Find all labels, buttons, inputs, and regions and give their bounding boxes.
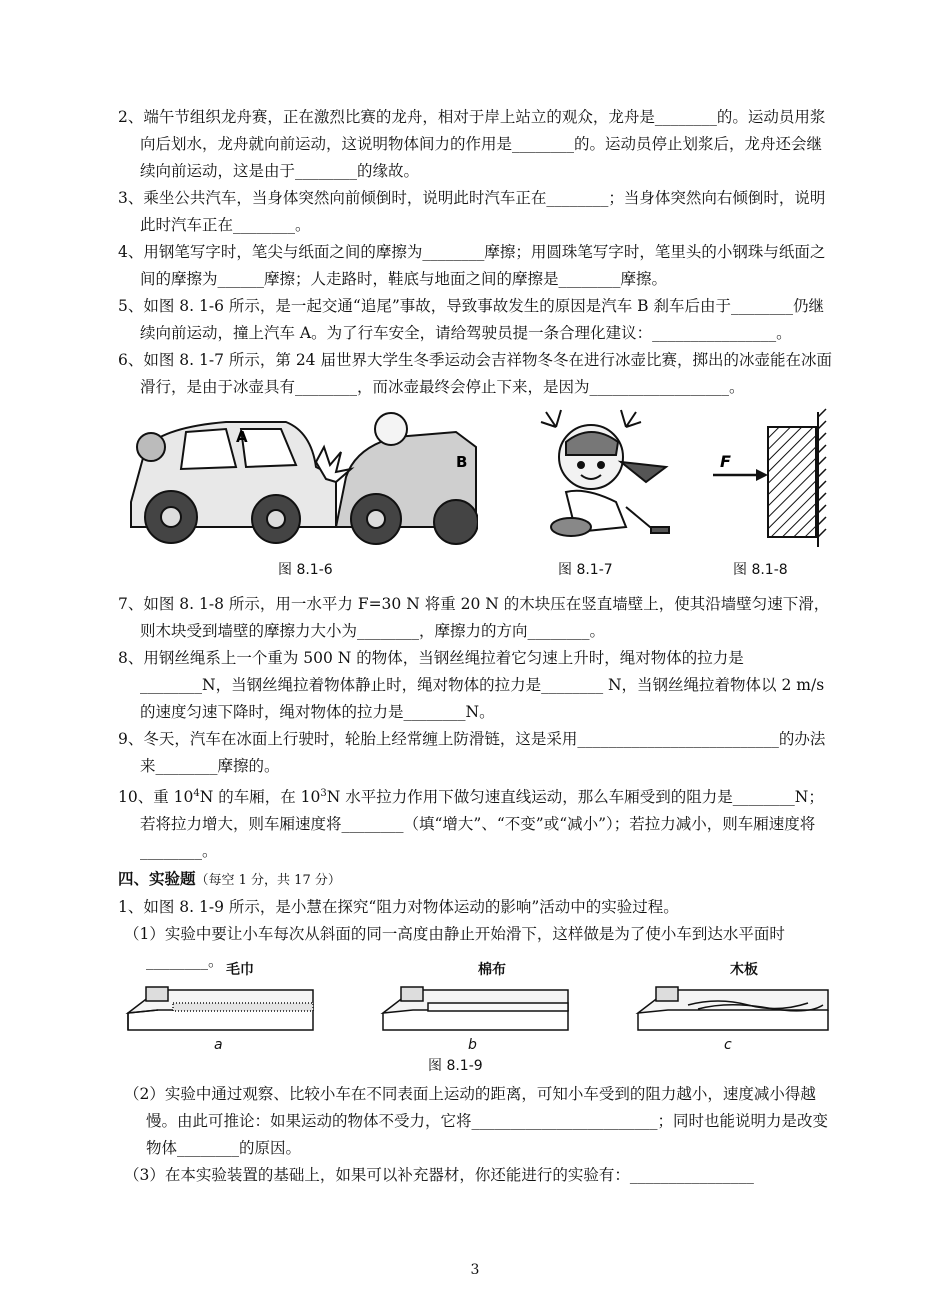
question-5: 5、如图 8. 1-6 所示，是一起交通“追尾”事故，导致事故发生的原因是汽车 B 刹车后由于________仍继续向前运动，撞上汽车 A。为了行车安全，请给驾驶员提一条合理化建议：________________。: [118, 297, 824, 342]
surface-b-label: 棉布: [478, 962, 506, 979]
figure-8-1-8-caption: 图 8.1-8: [733, 562, 788, 578]
figure-row-1: [118, 407, 834, 581]
question-10: 10、重 $10^4N$ 的车厢，在 $10^3N$ 水平拉力作用下做匀速直线运动，那么车厢受到的阻力是________N；若将拉力增大，则车厢速度将________（填“增大”、“不变”或“减小”）；若拉力减小，则车厢速度将________。: [118, 788, 824, 861]
figure-row-2: [118, 962, 834, 1075]
car-b-label: B: [456, 453, 468, 471]
label-c: c: [724, 1037, 732, 1054]
question-8: 8、用钢丝绳系上一个重为 500 N 的物体，当钢丝绳拉着它匀速上升时，绳对物体的拉力是________N，当钢丝绳拉着物体静止时，绳对物体的拉力是________ N，当钢丝绳拉着物体以 2 m/s 的速度匀速下降时，绳对物体的拉力是________N。: [118, 649, 825, 721]
force-label: F: [720, 452, 731, 471]
worksheet-page: [118, 104, 834, 1189]
surface-a-label: 毛巾: [226, 962, 254, 979]
wooden-block: [768, 427, 816, 537]
label-b: b: [468, 1037, 477, 1054]
car-crash-illustration: [126, 407, 478, 547]
question-2: 2、端午节组织龙舟赛，正在激烈比赛的龙舟，相对于岸上站立的观众，龙舟是________的。运动员用浆向后划水，龙舟就向前运动，这说明物体间力的作用是________的。运动员停止划浆后，龙舟还会继续向前运动，这是由于________的缘故。: [118, 108, 826, 180]
experiment-sub-3: （3）在本实验装置的基础上，如果可以补充器材，你还能进行的实验有：________________: [124, 1166, 754, 1185]
question-3: 3、乘坐公共汽车，当身体突然向前倾倒时，说明此时汽车正在________；当身体突然向右倾倒时，说明此时汽车正在________。: [118, 189, 826, 234]
question-4: 4、用钢笔写字时，笔尖与纸面之间的摩擦为________摩擦；用圆珠笔写字时，笔里头的小钢珠与纸面之间的摩擦为______摩擦；人走路时，鞋底与地面之间的摩擦是________摩擦。: [118, 243, 826, 288]
figure-8-1-9-caption: 图 8.1-9: [428, 1058, 483, 1075]
surface-c-label: 木板: [730, 962, 758, 979]
experiment-question-1: 1、如图 8. 1-9 所示，是小慧在探究“阻力对物体运动的影响”活动中的实验过程。: [118, 898, 679, 917]
question-7: 7、如图 8. 1-8 所示，用一水平力 F=30 N 将重 20 N 的木块压在竖直墙壁上，使其沿墙壁匀速下滑，则木块受到墙壁的摩擦力大小为________，摩擦力的方向________。: [118, 595, 830, 640]
figure-8-1-7-caption: 图 8.1-7: [558, 562, 613, 578]
question-9: 9、冬天，汽车在冰面上行驶时，轮胎上经常缠上防滑链，这是采用__________________________的办法来________摩擦的。: [118, 730, 826, 775]
block-wall-diagram: [708, 407, 838, 552]
figure-8-1-6-caption: 图 8.1-6: [278, 562, 333, 578]
experiment-sub-2: （2）实验中通过观察、比较小车在不同表面上运动的距离，可知小车受到的阻力越小，速度减小得越慢。由此可推论：如果运动的物体不受力，它将________________________；同时也能说明力是改变物体________的原因。: [124, 1085, 829, 1158]
page-number: 3: [470, 1262, 480, 1278]
section-4-title: 四、实验题（每空 1 分，共 17 分）: [118, 869, 341, 889]
question-6: 6、如图 8. 1-7 所示，第 24 届世界大学生冬季运动会吉祥物冬冬在进行冰壶比赛，掷出的冰壶能在冰面滑行，是由于冰壶具有________，而冰壶最终会停止下来，是因为__________________。: [118, 351, 832, 396]
experiment-sub-1: （1）实验中要让小车每次从斜面的同一高度由静止开始滑下，这样做是为了使小车到达水平面时________。: [124, 925, 785, 971]
curling-mascot-illustration: [526, 407, 676, 552]
label-a: a: [214, 1037, 223, 1054]
car-a-label: A: [236, 428, 248, 446]
